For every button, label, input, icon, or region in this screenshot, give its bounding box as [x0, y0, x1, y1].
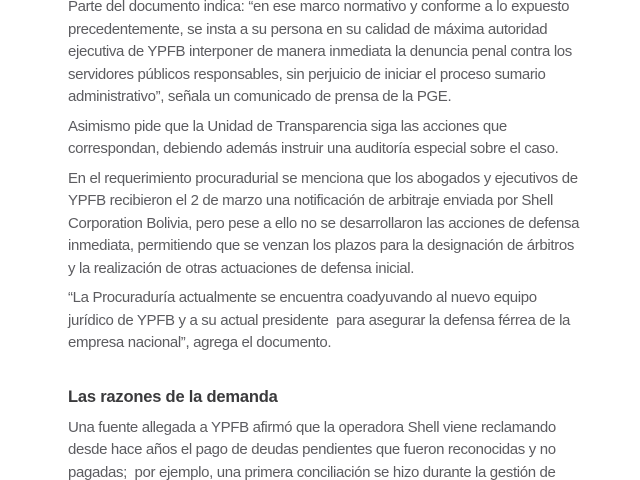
text-line: correspondan, debiendo además instruir una auditoría especial sobre el caso.	[68, 140, 559, 157]
text-line: Parte del documento indica: “en ese marco normativo y conforme a lo expuesto	[68, 0, 570, 15]
paragraph-1	[68, 0, 630, 109]
text-line: pagadas; por ejemplo, una primera conciliación se hizo durante la gestión de	[68, 463, 556, 480]
paragraph-5	[68, 417, 630, 480]
text-line: jurídico de YPFB y a su actual presidente para asegurar la defensa férrea de la	[68, 311, 571, 329]
text-line: precedentemente, se insta a su persona en su calidad de máxima autoridad	[68, 20, 548, 38]
text-line: Asimismo pide que la Unidad de Transparencia siga las acciones que	[68, 117, 507, 135]
text-line: y la realización de otras actuaciones de defensa inicial.	[68, 259, 415, 277]
text-line: Una fuente allegada a YPFB afirmó que la operadora Shell viene reclamando	[68, 418, 556, 436]
text-line: empresa nacional”, agrega el documento.	[68, 334, 332, 351]
text-line: administrativo”, señala un comunicado de prensa de la PGE.	[68, 88, 452, 105]
text-line: En el requerimiento procuradurial se menciona que los abogados y ejecutivos de	[68, 169, 578, 187]
text-line: servidores públicos responsables, sin perjuicio de iniciar el proceso sumario	[68, 65, 546, 83]
text-line: Corporation Bolivia, pero pese a ello no se desarrollaron las acciones de defensa	[68, 214, 580, 232]
paragraph-4-quote	[68, 287, 630, 355]
paragraph-2	[68, 116, 630, 161]
paragraph-3	[68, 168, 630, 281]
text-line: YPFB recibieron el 2 de marzo una notificación de arbitraje enviada por Shell	[68, 192, 554, 209]
text-line: desde hace años el pago de deudas pendientes que fueron reconocidas y no	[68, 441, 556, 458]
section-heading: Las razones de la demanda	[68, 387, 278, 406]
text-line: “La Procuraduría actualmente se encuentra coadyuvando al nuevo equipo	[68, 289, 537, 306]
text-line: inmediata, permitiendo que se venzan los plazos para la designación de árbitros	[68, 237, 575, 254]
text-line: ejecutiva de YPFB interponer de manera inmediata la denuncia penal contra los	[68, 43, 572, 60]
